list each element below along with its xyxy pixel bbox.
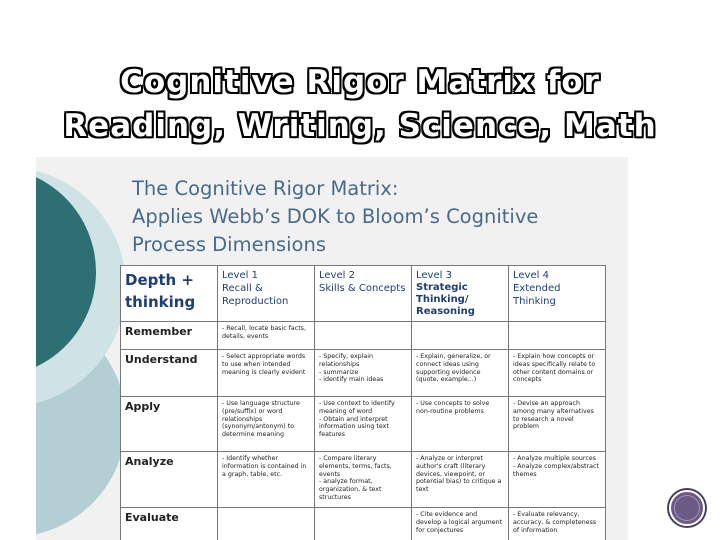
level-name: Extended Thinking	[513, 283, 561, 307]
matrix-cell: - Identify whether information is contained in a graph, table, etc.	[222, 455, 307, 478]
matrix-cell: - Specify, explain relationships - summarize - identify main ideas	[319, 353, 384, 384]
matrix-cell: - Select appropriate words to use when intended meaning is clearly evident	[222, 353, 306, 376]
column-header-level-1	[218, 266, 315, 322]
matrix-cell: - Analyze or interpret author's craft (literary devices, viewpoint, or potential bias) to critique a text	[416, 455, 502, 494]
row-label: Remember	[125, 325, 193, 338]
matrix-heading-line-3: Process Dimensions	[132, 233, 326, 256]
slide-title-line-1: Cognitive Rigor Matrix for	[120, 64, 600, 100]
matrix-cell: - Use concepts to solve non-routine problems	[416, 400, 490, 415]
table-row-analyze	[121, 452, 606, 508]
matrix-heading-line-2: Applies Webb’s DOK to Bloom’s Cognitive	[132, 205, 539, 228]
column-header-level-4	[509, 266, 606, 322]
matrix-cell: - Use context to identify meaning of word - Obtain and interpret information using text features	[319, 400, 395, 439]
matrix-cell: - Explain how concepts or ideas specifically relate to other content domains or concepts	[513, 353, 596, 384]
slide-title-line-2: Reading, Writing, Science, Math	[63, 108, 657, 144]
matrix-cell: - Evaluate relevancy, accuracy, & completeness of information	[513, 511, 597, 534]
matrix-cell: - Cite evidence and develop a logical argument for conjectures	[416, 511, 503, 534]
row-label: Analyze	[125, 455, 174, 468]
level-name: Strategic Thinking/ Reasoning	[416, 282, 475, 317]
matrix-heading-line-1: The Cognitive Rigor Matrix:	[132, 177, 399, 200]
level-name: Skills & Concepts	[319, 283, 406, 294]
matrix-cell: - Recall, locate basic facts, details, events	[222, 325, 306, 340]
column-header-level-3	[412, 266, 509, 322]
matrix-cell: - Compare literary elements, terms, facts, events - analyze format, organization, & text structures	[319, 455, 392, 501]
level-label: Level 1	[222, 270, 258, 281]
matrix-image	[36, 157, 628, 540]
table-row-remember	[121, 322, 606, 350]
table-header-row	[121, 266, 606, 322]
corner-header	[121, 266, 218, 322]
row-label: Evaluate	[125, 511, 179, 524]
matrix-cell: - Use language structure (pre/suffix) or word relationships (synonym/antonym) to determine meaning	[222, 400, 300, 439]
level-name: Recall & Reproduction	[222, 283, 289, 307]
matrix-cell: - Analyze multiple sources - Analyze complex/abstract themes	[513, 455, 599, 478]
slide-title	[0, 60, 720, 148]
row-label: Apply	[125, 400, 161, 413]
corner-header-label: Depth + thinking	[125, 271, 196, 311]
slide-nav-button[interactable]	[669, 490, 705, 526]
column-header-level-2	[315, 266, 412, 322]
level-label: Level 2	[319, 270, 355, 281]
row-label: Understand	[125, 353, 198, 366]
table-row-understand	[121, 350, 606, 397]
matrix-cell: - Devise an approach among many alternatives to research a novel problem	[513, 400, 594, 431]
matrix-cell: - Explain, generalize, or connect ideas using supporting evidence (quote, example...)	[416, 353, 491, 384]
cognitive-rigor-table	[120, 265, 606, 540]
matrix-heading	[132, 175, 538, 259]
level-label: Level 4	[513, 270, 549, 281]
table-row-apply	[121, 397, 606, 452]
level-label: Level 3	[416, 270, 452, 281]
table-row-evaluate	[121, 508, 606, 540]
